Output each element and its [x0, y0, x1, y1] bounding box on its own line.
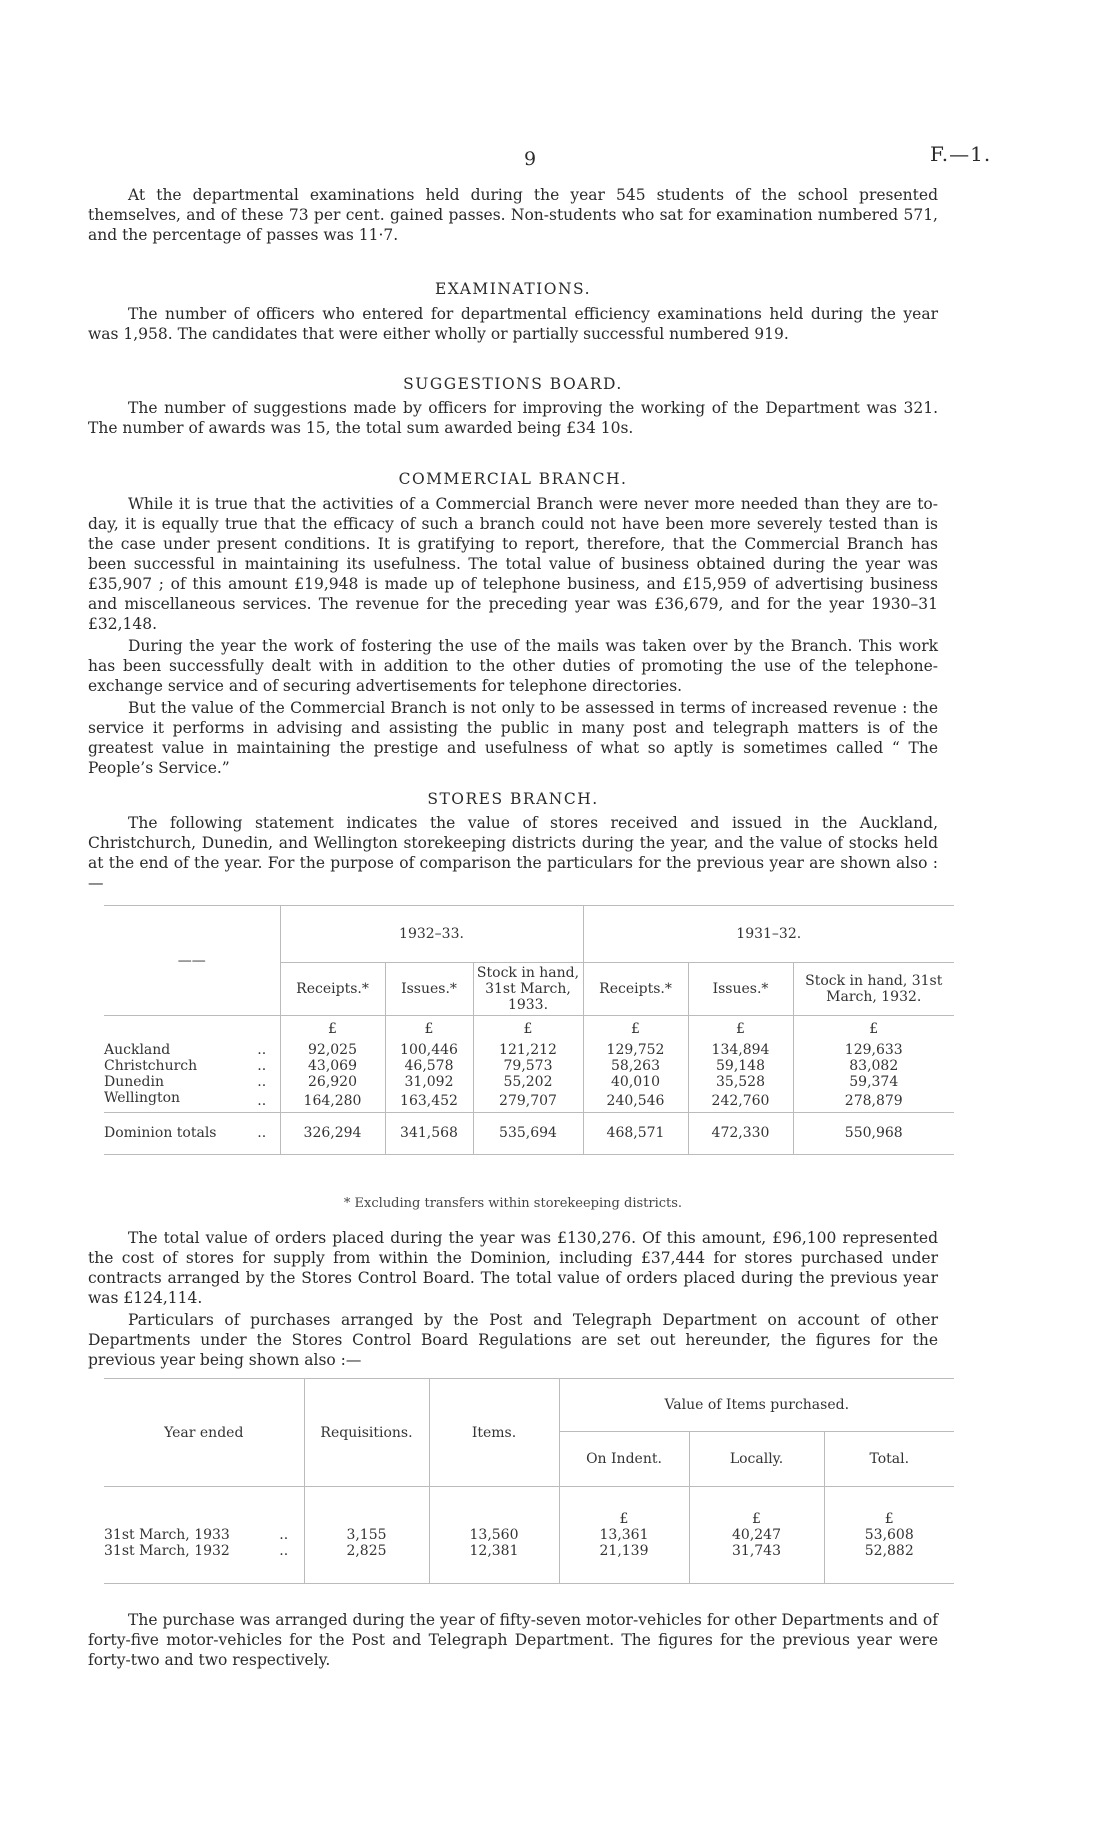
- currency-symbol: £: [280, 1016, 385, 1042]
- examinations-section: [88, 304, 938, 344]
- orders-paragraph-1: The total value of orders placed during the year was £130,276. Of this amount, £96,100 represented the cost of stores for supply from within the Dominion, including £37,444 for stores purchased under contracts arranged by the Stores Control Board. The total value of orders placed during the previous year was £124,114.: [88, 1229, 938, 1307]
- leader-dots: ..: [279, 1542, 289, 1559]
- report-reference: F.—1.: [930, 142, 992, 166]
- col-requisitions: Requisitions.: [304, 1379, 429, 1487]
- closing-section: [88, 1610, 938, 1670]
- issues-1933: 31,092: [385, 1074, 473, 1090]
- commercial-section: [88, 494, 938, 778]
- leader-dots: ..: [257, 1092, 267, 1109]
- district-name: Wellington: [104, 1089, 181, 1106]
- table-row: [104, 1090, 954, 1113]
- indent-value: 21,139: [559, 1543, 689, 1584]
- suggestions-heading: SUGGESTIONS BOARD.: [403, 375, 623, 393]
- stock-1932: 278,879: [793, 1090, 954, 1113]
- issues-1932: 59,148: [688, 1058, 793, 1074]
- totals-row: [104, 1112, 954, 1154]
- stores-table: [104, 905, 954, 1155]
- col-receipts-1933: Receipts.*: [280, 963, 385, 1016]
- receipts-1933: 92,025: [280, 1042, 385, 1058]
- locally-value: 40,247: [689, 1527, 824, 1543]
- table-row: [104, 1543, 954, 1584]
- currency-row: [104, 1016, 954, 1042]
- issues-1933: 100,446: [385, 1042, 473, 1058]
- col-year-ended: Year ended: [104, 1379, 304, 1487]
- purchases-table: [104, 1378, 954, 1584]
- orders-section: [88, 1228, 938, 1370]
- total-value: 53,608: [824, 1527, 954, 1543]
- receipts-1932: 58,263: [583, 1058, 688, 1074]
- receipts-1933: 43,069: [280, 1058, 385, 1074]
- col-items: Items.: [429, 1379, 559, 1487]
- stores-intro-section: [88, 813, 938, 893]
- total-issues-1932: 472,330: [688, 1112, 793, 1154]
- intro-section: [88, 185, 938, 245]
- table-row: [104, 1042, 954, 1058]
- items-value: 13,560: [429, 1527, 559, 1543]
- commercial-paragraph-3: But the value of the Commercial Branch is not only to be assessed in terms of increased revenue : the service it performs in advising and assisting the public in many post and telegraph matters is of the greatest value in maintaining the prestige and usefulness of what so aptly is sometimes called “ The People’s Service.”: [88, 699, 938, 777]
- leader-dots: ..: [257, 1125, 267, 1141]
- page-number: 9: [523, 148, 537, 170]
- closing-paragraph: The purchase was arranged during the year of fifty-seven motor-vehicles for other Departments and of forty-five motor-vehicles for the Post and Telegraph Department. The figures for the previous year were forty-two and two respectively.: [88, 1611, 938, 1669]
- stock-1933: 79,573: [473, 1058, 583, 1074]
- stock-1932: 83,082: [793, 1058, 954, 1074]
- stores-intro-paragraph: The following statement indicates the value of stores received and issued in the Auckland, Christchurch, Dunedin, and Wellington storekeeping districts during the year, and the value of stocks held at the end of the year. For the purpose of comparison the particulars for the previous year are shown also :—: [88, 814, 938, 892]
- currency-symbol: £: [689, 1487, 824, 1527]
- year-ended: 31st March, 1933: [104, 1526, 230, 1543]
- stores-footnote: * Excluding transfers within storekeeping districts.: [343, 1196, 683, 1211]
- currency-symbol: £: [473, 1016, 583, 1042]
- col-issues-1933: Issues.*: [385, 963, 473, 1016]
- col-stock-1933: Stock in hand, 31st March, 1933.: [473, 963, 583, 1016]
- total-receipts-1933: 326,294: [280, 1112, 385, 1154]
- issues-1932: 35,528: [688, 1074, 793, 1090]
- stock-1933: 279,707: [473, 1090, 583, 1113]
- year-ended: 31st March, 1932: [104, 1542, 230, 1559]
- requisitions-value: 2,825: [304, 1543, 429, 1584]
- total-value: 52,882: [824, 1543, 954, 1584]
- col-locally: Locally.: [689, 1432, 824, 1487]
- total-receipts-1932: 468,571: [583, 1112, 688, 1154]
- stock-1932: 59,374: [793, 1074, 954, 1090]
- receipts-1932: 240,546: [583, 1090, 688, 1113]
- requisitions-value: 3,155: [304, 1527, 429, 1543]
- examinations-heading: EXAMINATIONS.: [434, 280, 592, 298]
- leader-dots: ..: [279, 1526, 289, 1543]
- commercial-paragraph-2: During the year the work of fostering the use of the mails was taken over by the Branch. This work has been successfully dealt with in addition to the other duties of promoting the use of the telephone-exchange service and of securing advertisements for telephone directories.: [88, 637, 938, 695]
- issues-1933: 163,452: [385, 1090, 473, 1113]
- indent-value: 13,361: [559, 1527, 689, 1543]
- district-name: Auckland: [104, 1041, 171, 1058]
- locally-value: 31,743: [689, 1543, 824, 1584]
- stock-1933: 55,202: [473, 1074, 583, 1090]
- col-stock-1932: Stock in hand, 31st March, 1932.: [793, 963, 954, 1016]
- currency-symbol: £: [793, 1016, 954, 1042]
- year-header-1932-33: 1932–33.: [280, 906, 583, 963]
- receipts-1933: 26,920: [280, 1074, 385, 1090]
- col-value-purchased: Value of Items purchased.: [559, 1379, 954, 1432]
- leader-dots: ..: [257, 1057, 267, 1074]
- commercial-heading: COMMERCIAL BRANCH.: [398, 470, 628, 488]
- currency-symbol: £: [688, 1016, 793, 1042]
- district-header-dash: ——: [104, 906, 280, 1016]
- commercial-paragraph-1: While it is true that the activities of a Commercial Branch were never more needed than they are to-day, it is equally true that the efficacy of such a branch could not have been more severely tested than is the case under present conditions. It is gratifying to report, therefore, that the Commercial Branch has been successful in maintaining its usefulness. The total value of business obtained during the year was £35,907 ; of this amount £19,948 is made up of telephone business, and £15,959 of advertising business and miscellaneous services. The revenue for the preceding year was £36,679, and for the year 1930–31 £32,148.: [88, 495, 938, 633]
- issues-1932: 242,760: [688, 1090, 793, 1113]
- total-stock-1932: 550,968: [793, 1112, 954, 1154]
- total-stock-1933: 535,694: [473, 1112, 583, 1154]
- issues-1933: 46,578: [385, 1058, 473, 1074]
- table-row: [104, 1058, 954, 1074]
- year-header-1931-32: 1931–32.: [583, 906, 954, 963]
- stores-heading: STORES BRANCH.: [427, 790, 599, 808]
- stock-1933: 121,212: [473, 1042, 583, 1058]
- currency-symbol: £: [559, 1487, 689, 1527]
- col-issues-1932: Issues.*: [688, 963, 793, 1016]
- currency-symbol: £: [583, 1016, 688, 1042]
- stock-1932: 129,633: [793, 1042, 954, 1058]
- district-name: Dunedin: [104, 1073, 164, 1090]
- orders-paragraph-2: Particulars of purchases arranged by the Post and Telegraph Department on account of other Departments under the Stores Control Board Regulations are set out hereunder, the figures for the previous year being shown also :—: [88, 1311, 938, 1369]
- suggestions-paragraph: The number of suggestions made by officers for improving the working of the Department was 321. The number of awards was 15, the total sum awarded being £34 10s.: [88, 399, 938, 437]
- suggestions-section: [88, 398, 938, 438]
- currency-row: [104, 1487, 954, 1527]
- issues-1932: 134,894: [688, 1042, 793, 1058]
- col-total: Total.: [824, 1432, 954, 1487]
- intro-paragraph: At the departmental examinations held during the year 545 students of the school presented themselves, and of these 73 per cent. gained passes. Non-students who sat for examination numbered 571, and the percentage of passes was 11·7.: [88, 186, 938, 244]
- receipts-1932: 40,010: [583, 1074, 688, 1090]
- totals-label: Dominion totals: [104, 1125, 217, 1141]
- leader-dots: ..: [257, 1073, 267, 1090]
- col-on-indent: On Indent.: [559, 1432, 689, 1487]
- examinations-paragraph: The number of officers who entered for departmental efficiency examinations held during the year was 1,958. The candidates that were either wholly or partially successful numbered 919.: [88, 305, 938, 343]
- total-issues-1933: 341,568: [385, 1112, 473, 1154]
- table-row: [104, 1074, 954, 1090]
- leader-dots: ..: [257, 1041, 267, 1058]
- items-value: 12,381: [429, 1543, 559, 1584]
- district-name: Christchurch: [104, 1057, 198, 1074]
- currency-symbol: £: [385, 1016, 473, 1042]
- receipts-1933: 164,280: [280, 1090, 385, 1113]
- table-row: [104, 1527, 954, 1543]
- col-receipts-1932: Receipts.*: [583, 963, 688, 1016]
- receipts-1932: 129,752: [583, 1042, 688, 1058]
- currency-symbol: £: [824, 1487, 954, 1527]
